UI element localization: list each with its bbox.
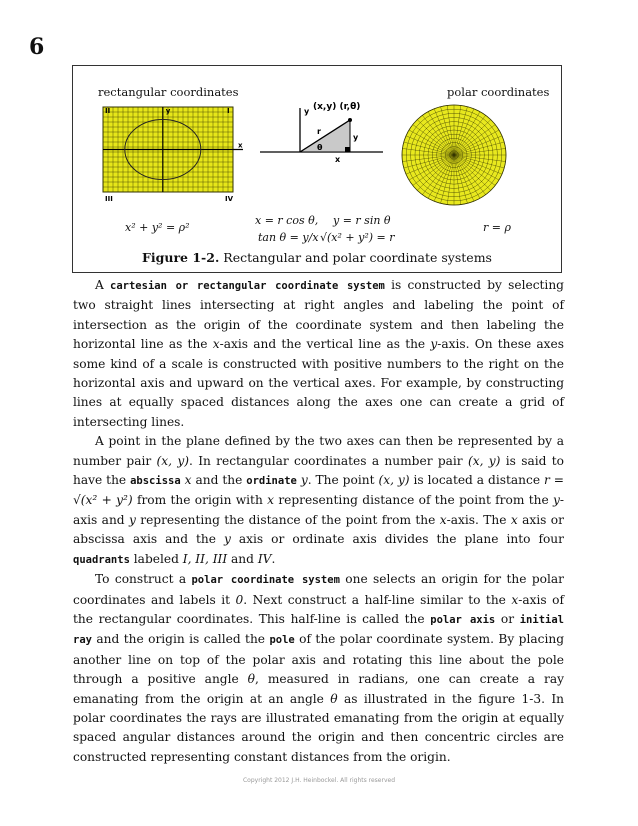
term-polar-system: polar coordinate system (191, 574, 340, 587)
term-initial-ray: initial ray (73, 613, 564, 647)
figure-caption (73, 250, 561, 265)
label-polar: polar coordinates (447, 85, 550, 99)
tri-label-point: (x,y) (r,θ) (313, 102, 361, 112)
paragraph-1: A cartesian or rectangular coordinate system is constructed by selecting two straight lines intersecting at right angles and labeling the point of intersection as the origin of the coordinate system and then labeling the horizontal line as the x-axis and the vertical line as the y-axis. On these axes some kind of a scale is constructed with positive numbers to the right on the horizontal axis and upward on the vertical axes. For example, by constructing lines at equally spaced distances along the axes one can create a grid of intersecting lines. (73, 278, 565, 429)
equation-tan: tan θ = y/x (258, 231, 319, 244)
tri-label-y: y (304, 107, 310, 116)
equation-r-sqrt: √(x² + y²) = r (320, 231, 395, 244)
paragraph-2: A point in the plane defined by the two axes can then be represented by a number pair (x, y). In rectangular coordinates a number pair (x, y) is said to have the abscissa x and the ordinate y. The point (x, y) is located a distance r = √(x² + y²) from the origin with x representing distance of the point from the y-axis and y representing the distance of the point from the x-axis. The x axis or abscissa axis and the y axis or ordinate axis divides the plane into four quadrants labeled I, II, III and IV. (73, 434, 565, 566)
grid-label-quadrant-1: I (227, 107, 230, 115)
label-rectangular: rectangular coordinates (98, 85, 239, 99)
term-pole: pole (269, 634, 295, 647)
tri-label-r: r (317, 127, 321, 136)
polar-grid-figure (398, 100, 510, 210)
tri-label-y-side: y (353, 133, 359, 142)
grid-label-quadrant-2: II (105, 107, 111, 115)
caption-label: Figure 1-2. (142, 250, 220, 265)
term-quadrants: quadrants (73, 553, 130, 566)
grid-label-quadrant-3: III (105, 195, 113, 203)
term-polar-axis: polar axis (430, 613, 496, 626)
term-abscissa: abscissa (130, 475, 181, 488)
copyright-footer: Copyright 2012 J.H. Heinbockel. All rights reserved (242, 777, 396, 784)
page-number: 6 (29, 34, 45, 60)
equation-rectangular: x² + y² = ρ² (125, 221, 190, 234)
caption-text: Rectangular and polar coordinate systems (223, 250, 492, 265)
term-ordinate: ordinate (246, 475, 297, 488)
grid-label-quadrant-4: IV (225, 195, 234, 203)
term-cartesian: cartesian or rectangular coordinate system (110, 280, 385, 292)
paragraph-3: To construct a polar coordinate system one selects an origin for the polar coordinates and labels it 0. Next construct a half-line similar to the x-axis of the rectangular coordinates. This half-line is called the polar axis or initial ray and the origin is called the pole of the polar coordinate system. By placing another line on top of the polar axis and rotating this line about the pole through a positive angle θ, measured in radians, one can create a ray emanating from the origin at an angle θ as illustrated in the figure 1-3. In polar coordinates the rays are illustrated emanating from the origin at equally spaced angular distances around the origin and then concentric circles are constructed representing constant distances from the origin. (73, 572, 565, 764)
triangle-diagram (255, 100, 385, 180)
grid-label-x: x (238, 141, 243, 150)
equation-y-rsin: y = r sin θ (333, 214, 391, 227)
grid-label-y: y (165, 107, 171, 115)
tri-label-theta: θ (317, 143, 323, 152)
body-text (73, 276, 564, 767)
equation-polar: r = ρ (483, 221, 511, 234)
point-marker (348, 118, 352, 122)
equation-x-rcos: x = r cos θ, (255, 214, 319, 227)
right-angle-marker (345, 147, 350, 152)
tri-label-x: x (335, 155, 341, 164)
rectangular-grid-figure (98, 105, 250, 205)
